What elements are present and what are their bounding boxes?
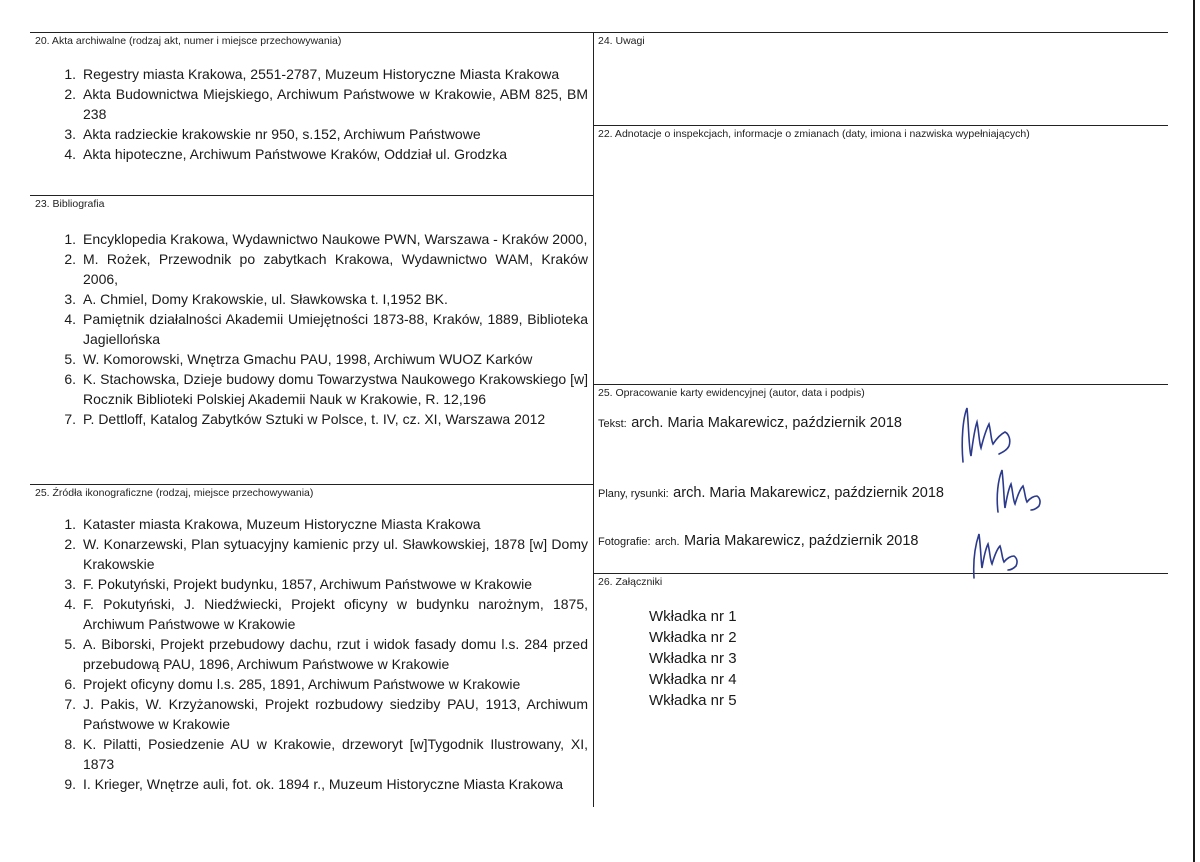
- list-item: 3. Akta radzieckie krakowskie nr 950, s.152, Archiwum Państwowe: [64, 126, 481, 142]
- foto-value: Maria Makarewicz, październik 2018: [683, 533, 919, 549]
- list-item: 5. W. Komorowski, Wnętrza Gmachu PAU, 1998, Archiwum WUOZ Karków: [64, 351, 533, 367]
- list-item: 4. Pamiętnik działalności Akademii Umiejętności 1873-88, Kraków, 1889, Biblioteka Jagiellońska: [64, 311, 588, 347]
- rule-25-icon: [30, 484, 593, 485]
- plany-label: Plany, rysunki:: [598, 488, 669, 500]
- column-divider: [593, 32, 594, 807]
- top-rule: [30, 32, 1168, 33]
- rule-25-karta: [593, 384, 1168, 385]
- list-item: 1. Regestry miasta Krakowa, 2551-2787, Muzeum Historyczne Miasta Krakowa: [64, 66, 560, 82]
- tekst-value: arch. Maria Makarewicz, październik 2018: [631, 415, 902, 431]
- list-item: 2. Akta Budownictwa Miejskiego, Archiwum Państwowe w Krakowie, ABM 825, BM 238: [64, 86, 588, 122]
- list-item: 3. F. Pokutyński, Projekt budynku, 1857, Archiwum Państwowe w Krakowie: [64, 576, 532, 592]
- signature-foto: [966, 520, 1026, 582]
- section-25-icon-header: 25. Źródła ikonograficzne (rodzaj, miejsce przechowywania): [35, 487, 314, 499]
- plany-value: arch. Maria Makarewicz, październik 2018: [673, 485, 944, 501]
- list-item: 2. M. Rożek, Przewodnik po zabytkach Krakowa, Wydawnictwo WAM, Kraków 2006,: [64, 251, 588, 287]
- attachments-list: [649, 606, 737, 711]
- section-26-header: 26. Załączniki: [598, 576, 663, 588]
- attachment-item[interactable]: Wkładka nr 3: [649, 650, 737, 667]
- rule-26: [593, 573, 1168, 574]
- section-20-list: [60, 64, 588, 164]
- tekst-label: Tekst:: [598, 418, 627, 430]
- tekst-row: [598, 414, 902, 432]
- section-23-list: [60, 229, 588, 429]
- list-item: 8. K. Pilatti, Posiedzenie AU w Krakowie, drzeworyt [w]Tygodnik Ilustrowany, XI, 1873: [64, 736, 588, 772]
- list-item: 5. A. Biborski, Projekt przebudowy dachu, rzut i widok fasady domu l.s. 284 przed przebudową PAU, 1896, Archiwum Państwowe w Krakowie: [64, 636, 588, 672]
- attachment-item[interactable]: Wkładka nr 5: [649, 692, 737, 709]
- list-item: 4. F. Pokutyński, J. Niedźwiecki, Projekt oficyny w budynku narożnym, 1875, Archiwum Państwowe w Krakowie: [64, 596, 588, 632]
- section-23-header: 23. Bibliografia: [35, 198, 105, 210]
- section-20-header: 20. Akta archiwalne (rodzaj akt, numer i miejsce przechowywania): [35, 35, 342, 47]
- rule-22: [593, 125, 1168, 126]
- list-item: 1. Kataster miasta Krakowa, Muzeum Historyczne Miasta Krakowa: [64, 516, 481, 532]
- section-25-icon-list: [60, 514, 588, 794]
- foto-row: [598, 532, 918, 550]
- list-item: 2. W. Konarzewski, Plan sytuacyjny kamienic przy ul. Sławkowskiej, 1878 [w] Domy Krakowskie: [64, 536, 588, 572]
- list-item: 9. I. Krieger, Wnętrze auli, fot. ok. 1894 r., Muzeum Historyczne Miasta Krakowa: [64, 776, 564, 792]
- list-item: 7. J. Pakis, W. Krzyżanowski, Projekt rozbudowy siedziby PAU, 1913, Archiwum Państwowe w Krakowie: [64, 696, 588, 732]
- list-item: 4. Akta hipoteczne, Archiwum Państwowe Kraków, Oddział ul. Grodzka: [64, 146, 508, 162]
- foto-label: Fotografie:: [598, 536, 651, 548]
- list-item: 6. Projekt oficyny domu l.s. 285, 1891, Archiwum Państwowe w Krakowie: [64, 676, 521, 692]
- section-22-header: 22. Adnotacje o inspekcjach, informacje o zmianach (daty, imiona i nazwiska wypełniających): [598, 128, 1030, 140]
- plany-row: [598, 484, 944, 502]
- list-item: 6. K. Stachowska, Dzieje budowy domu Towarzystwa Naukowego Krakowskiego [w] Rocznik Biblioteki Polskiej Akademii Nauk w Krakowie, R. 12,196: [64, 371, 588, 407]
- attachment-item[interactable]: Wkładka nr 4: [649, 671, 737, 688]
- foto-prefix: arch.: [655, 536, 680, 548]
- section-25-karta-header: 25. Opracowanie karty ewidencyjnej (autor, data i podpis): [598, 387, 865, 399]
- page-edge: [1193, 0, 1195, 862]
- rule-23: [30, 195, 593, 196]
- attachment-item[interactable]: Wkładka nr 2: [649, 629, 737, 646]
- list-item: 3. A. Chmiel, Domy Krakowskie, ul. Sławkowska t. I,1952 BK.: [64, 291, 448, 307]
- section-24-header: 24. Uwagi: [598, 35, 645, 47]
- signature-plany: [988, 462, 1048, 522]
- list-item: 7. P. Dettloff, Katalog Zabytków Sztuki w Polsce, t. IV, cz. XI, Warszawa 2012: [64, 411, 546, 427]
- attachment-item[interactable]: Wkładka nr 1: [649, 608, 737, 625]
- list-item: 1. Encyklopedia Krakowa, Wydawnictwo Naukowe PWN, Warszawa - Kraków 2000,: [64, 231, 588, 247]
